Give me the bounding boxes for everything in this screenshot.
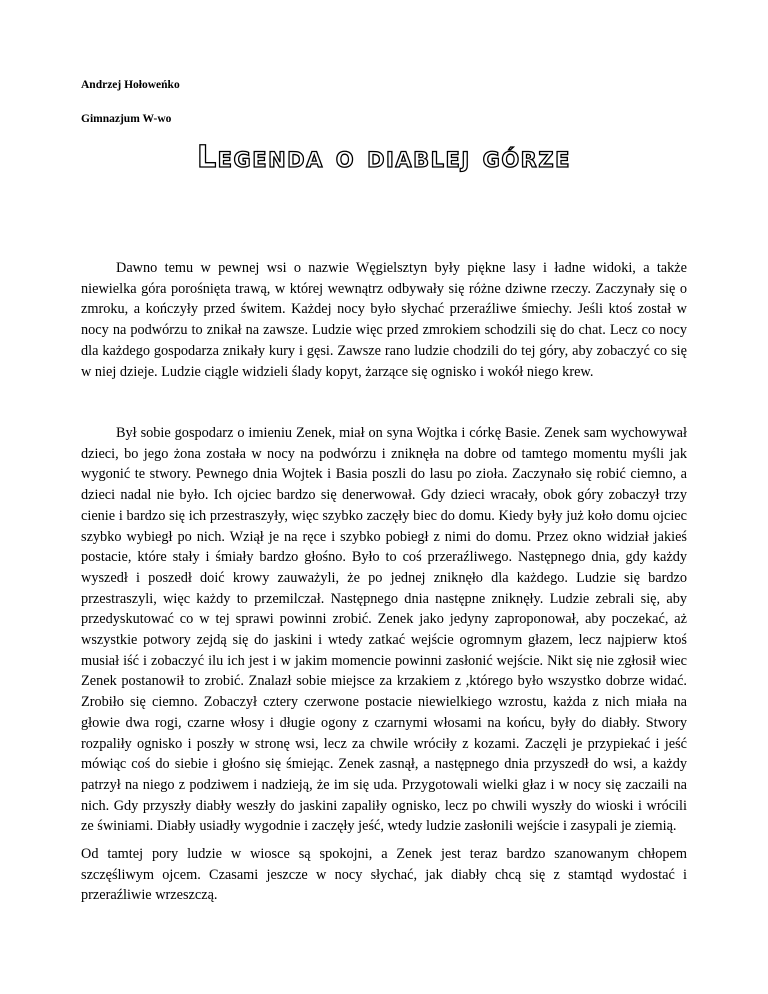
paragraph-3: Od tamtej pory ludzie w wiosce są spokojni, a Zenek jest teraz bardzo szanowanym chłopem szczęśliwym ojcem. Czasami jeszcze w nocy słychać, jak diabły chcą się z stamtąd wydostać i przeraźliwie wrzeszczą. [81, 846, 687, 904]
author-name: Andrzej Hołoweńko [81, 79, 180, 91]
paragraph-2: Był sobie gospodarz o imieniu Zenek, miał on syna Wojtka i córkę Basie. Zenek sam wychowywał dzieci, bo jego żona została w nocy na podwórzu i zniknęła na dobre od tamtego momentu myśli jak wygonić te stwory. Pewnego dnia Wojtek i Basia poszli do lasu po zioła. Zaczynało się robić ciemno, a dzieci nadal nie było. Ich ojciec bardzo się denerwował. Gdy dzieci wracały, obok góry zobaczył trzy cienie i bardzo się ich przestraszyły, więc szybko zaczęły biec do domu. Kiedy były już koło domu ojciec szybko wybiegł po nich. Wziął je na ręce i szybko pobiegł z nimi do domu. Przez okno widział jakieś postacie, które stały i śmiały bardzo głośno. Było to coś przeraźliwego. Następnego dnia, gdy każdy wyszedł i poszedł doić krowy zauważyli, że po jednej zniknęło dla każdego. Ludzie się bardzo przestraszyli, więc każdy to przemilczał. Następnego dnia następne zniknęły. Ludzie zebrali się, aby przedyskutować co w tej sprawi powinni zrobić. Zenek jako jedyny zaproponował, aby poczekać, aż wszystkie potwory zejdą się do jaskini i wtedy zatkać wejście ogromnym głazem, lecz najpierw ktoś musiał iść i zobaczyć ilu ich jest i w jakim momencie powinni zasłonić wejście. Nikt się nie zgłosił wiec Zenek postanowił to zrobić. Znalazł sobie miejsce za krzakiem z ,którego było wszystko dobrze widać. Zrobiło się ciemno. Zobaczył cztery czerwone postacie niewielkiego wzrostu, każda z nich miała na głowie dwa rogi, czarne włosy i długie ogony z czarnymi włosami na końcu, były do diabły. Stwory rozpaliły ognisko i poszły w stronę wsi, lecz za chwile wróciły z kozami. Zaczęli je przypiekać i jeść mówiąc coś do siebie i głośno się śmiejąc. Zenek zasnął, a następnego dnia przyszedł do wsi, a każdy patrzył na niego z podziwem i nadzieją, że im się uda. Przygotowali wielki głaz i w nocy się zaczaili na nich. Gdy przyszły diabły weszły do jaskini zapaliły ognisko, lecz po chwili wyszły do wioski i wrócili ze świniami. Diabły usiadły wygodnie i zaczęły jeść, wtedy ludzie zasłonili wejście i zasypali je ziemią. [81, 425, 687, 835]
document-title: Legenda o diablej górze [197, 140, 571, 175]
paragraph-1: Dawno temu w pewnej wsi o nazwie Węgielsztyn były piękne lasy i ładne widoki, a także niewielka góra porośnięta trawą, w której wewnątrz odbywały się różne dziwne rzeczy. Zaczynały się o zmroku, a kończyły przed świtem. Każdej nocy było słychać przeraźliwe śmiechy. Jeśli ktoś został w nocy na podwórzu to znikał na zawsze. Ludzie więc przed zmrokiem schodzili się do chat. Lecz co nocy dla każdego gospodarza znikały kury i gęsi. Zawsze rano ludzie chodzili do tej góry, aby zobaczyć co się w niej dzieje. Ludzie ciągle widzieli ślady kopyt, żarzące się ognisko i wokół niego krew. [81, 260, 687, 380]
school-name: Gimnazjum W-wo [81, 113, 172, 125]
